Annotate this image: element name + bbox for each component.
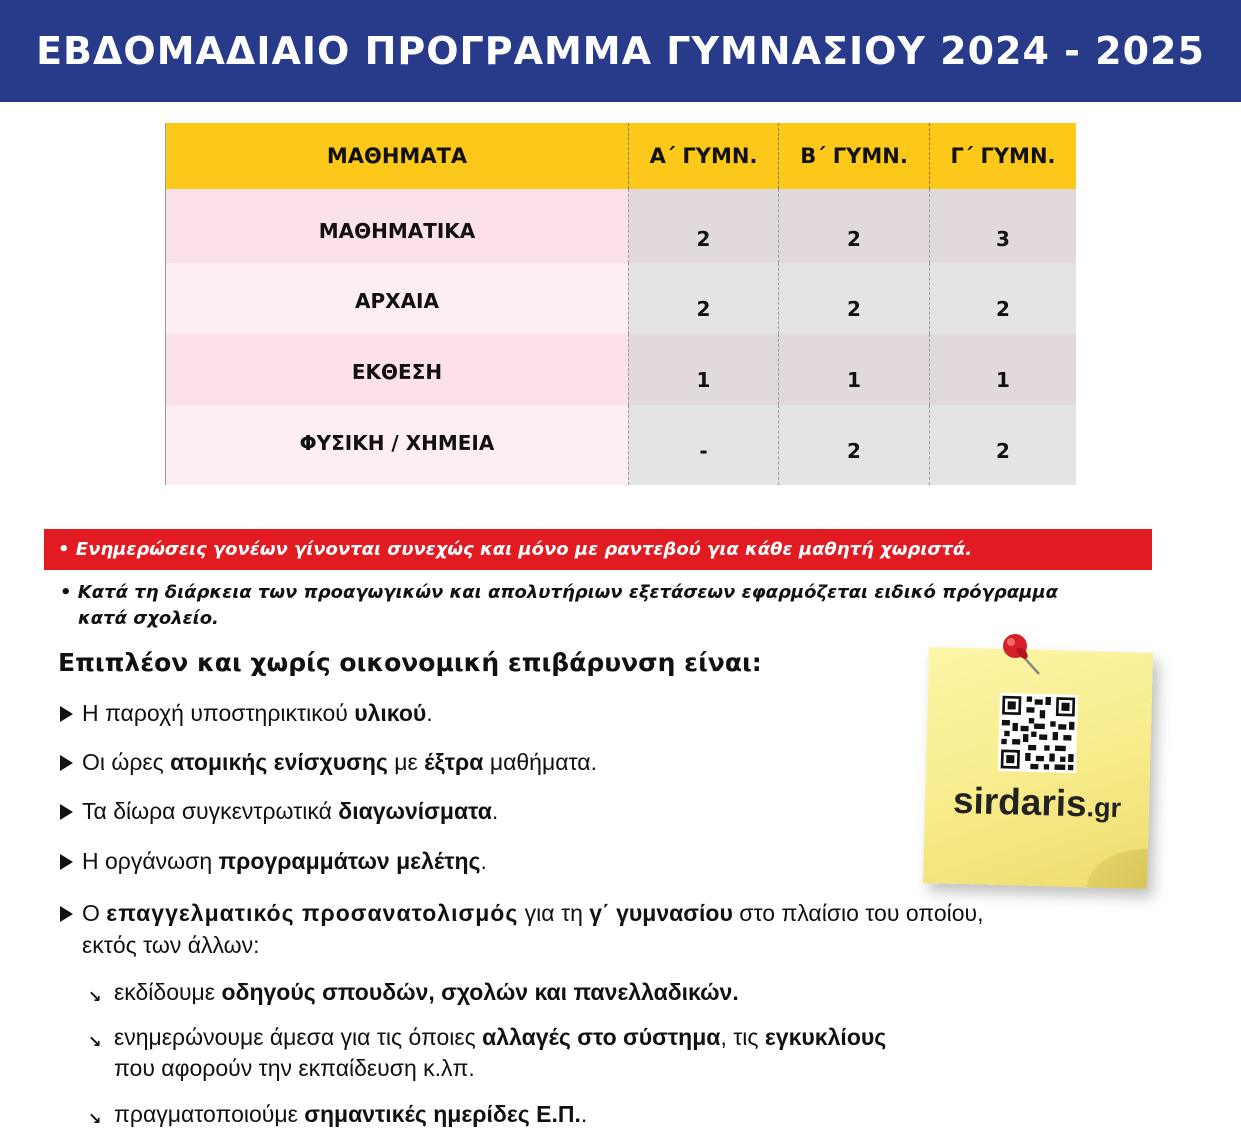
exam-note-line1: • Κατά τη διάρκεια των προαγωγικών και απολυτήριων εξετάσεων εφαρμόζεται ειδικό πρόγραμμα [60, 582, 1059, 603]
item-text-line2: που αφορούν την εκπαίδευση κ.λπ. [114, 1055, 475, 1081]
item-text: στο πλαίσιο του οποίου, [732, 900, 984, 926]
table-cell-value: 1 [628, 334, 778, 405]
item-text: Η παροχή υποστηρικτικού [82, 700, 355, 726]
triangle-bullet-icon [60, 706, 73, 722]
list-item [60, 746, 597, 778]
table-cell-value: 2 [778, 189, 929, 263]
item-text: Ο [82, 900, 107, 926]
sub-list-item [88, 1099, 587, 1130]
item-text: Τα δίωρα συγκεντρωτικά [82, 798, 339, 824]
arrow-down-right-icon: ↘ [88, 1032, 102, 1051]
item-bold-text: οδηγούς σπουδών, σχολών και πανελλαδικών. [221, 979, 739, 1005]
triangle-bullet-icon [60, 906, 73, 922]
brand-logo [925, 779, 1150, 827]
list-item [60, 697, 433, 729]
item-text: . [580, 1101, 588, 1127]
item-bold-text: γ΄ γυμνασίου [589, 900, 733, 926]
triangle-bullet-icon [60, 854, 73, 870]
qr-code-icon [998, 693, 1078, 773]
item-text: . [480, 848, 487, 874]
table-cell-value: 2 [628, 189, 778, 263]
item-bold-text: υλικού [354, 700, 427, 726]
table-cell-value: 1 [929, 334, 1076, 405]
parent-meetings-note: • Ενημερώσεις γονέων γίνονται συνεχώς και μόνο με ραντεβού για κάθε μαθητή χωριστά. [44, 529, 1152, 570]
item-bold-text: ατομικής ενίσχυσης [170, 749, 388, 775]
item-bold-text: έξτρα [424, 749, 484, 775]
item-text: για τη [518, 900, 590, 926]
page-curl [1087, 847, 1148, 889]
column-header-subjects: ΜΑΘΗΜΑΤΑ [166, 123, 628, 189]
table-cell-value: 3 [929, 189, 1076, 263]
item-bold-text: διαγωνίσματα [338, 798, 492, 824]
item-text: Η οργάνωση [82, 848, 219, 874]
brand-tld: .gr [1086, 792, 1122, 824]
table-cell-value: - [628, 405, 778, 485]
pin-icon [995, 626, 1055, 686]
column-header-grade-a: Α΄ ΓΥΜΝ. [628, 123, 778, 189]
item-text: , τις [720, 1024, 765, 1050]
title-banner [0, 0, 1241, 102]
item-text: πραγματοποιούμε [114, 1101, 305, 1127]
exam-schedule-note [60, 580, 1180, 632]
item-text-line2: εκτός των άλλων: [82, 932, 260, 958]
table-cell-value: 2 [778, 405, 929, 485]
table-row-subject: ΕΚΘΕΣΗ [166, 334, 628, 405]
list-item [60, 845, 487, 877]
benefits-heading: Επιπλέον και χωρίς οικονομική επιβάρυνση είναι: [58, 648, 762, 677]
list-item [60, 795, 498, 827]
item-text: Οι ώρες [82, 749, 171, 775]
list-item [60, 897, 984, 961]
table-row-subject: ΑΡΧΑΙΑ [166, 263, 628, 334]
table-cell-value: 2 [628, 263, 778, 334]
page-title: ΕΒΔΟΜΑΔΙΑΙΟ ΠΡΟΓΡΑΜΜΑ ΓΥΜΝΑΣΙΟΥ 2024 - 2025 [36, 29, 1205, 73]
exam-note-line2: κατά σχολείο. [78, 608, 219, 629]
item-bold-text: προγραμμάτων μελέτης [218, 848, 481, 874]
item-bold-text: αλλαγές στο σύστημα [482, 1024, 721, 1050]
arrow-down-right-icon: ↘ [88, 987, 102, 1006]
item-text: . [426, 700, 433, 726]
sub-list-item [88, 977, 739, 1008]
item-bold-text: σημαντικές ημερίδες Ε.Π. [304, 1101, 581, 1127]
table-cell-value: 2 [778, 263, 929, 334]
table-row-subject: ΦΥΣΙΚΗ / ΧΗΜΕΙΑ [166, 405, 628, 485]
column-header-grade-c: Γ΄ ΓΥΜΝ. [929, 123, 1076, 189]
item-text: ενημερώνουμε άμεσα για τις όποιες [114, 1024, 483, 1050]
table-cell-value: 2 [929, 263, 1076, 334]
column-header-grade-b: Β΄ ΓΥΜΝ. [778, 123, 929, 189]
item-text: εκδίδουμε [114, 979, 222, 1005]
table-cell-value: 1 [778, 334, 929, 405]
triangle-bullet-icon [60, 755, 73, 771]
brand-name: sirdaris [952, 779, 1088, 825]
table-row-subject: ΜΑΘΗΜΑΤΙΚΑ [166, 189, 628, 263]
arrow-down-right-icon: ↘ [88, 1109, 102, 1128]
table-cell-value: 2 [929, 405, 1076, 485]
item-text: μαθήματα. [483, 749, 597, 775]
item-text: με [387, 749, 425, 775]
item-bold-text: εγκυκλίους [764, 1024, 887, 1050]
sub-list-item [88, 1022, 886, 1084]
schedule-table [165, 123, 1075, 485]
triangle-bullet-icon [60, 804, 73, 820]
item-text: . [491, 798, 499, 824]
item-bold-text: επαγγελματικός προσανατολισμός [106, 900, 519, 926]
